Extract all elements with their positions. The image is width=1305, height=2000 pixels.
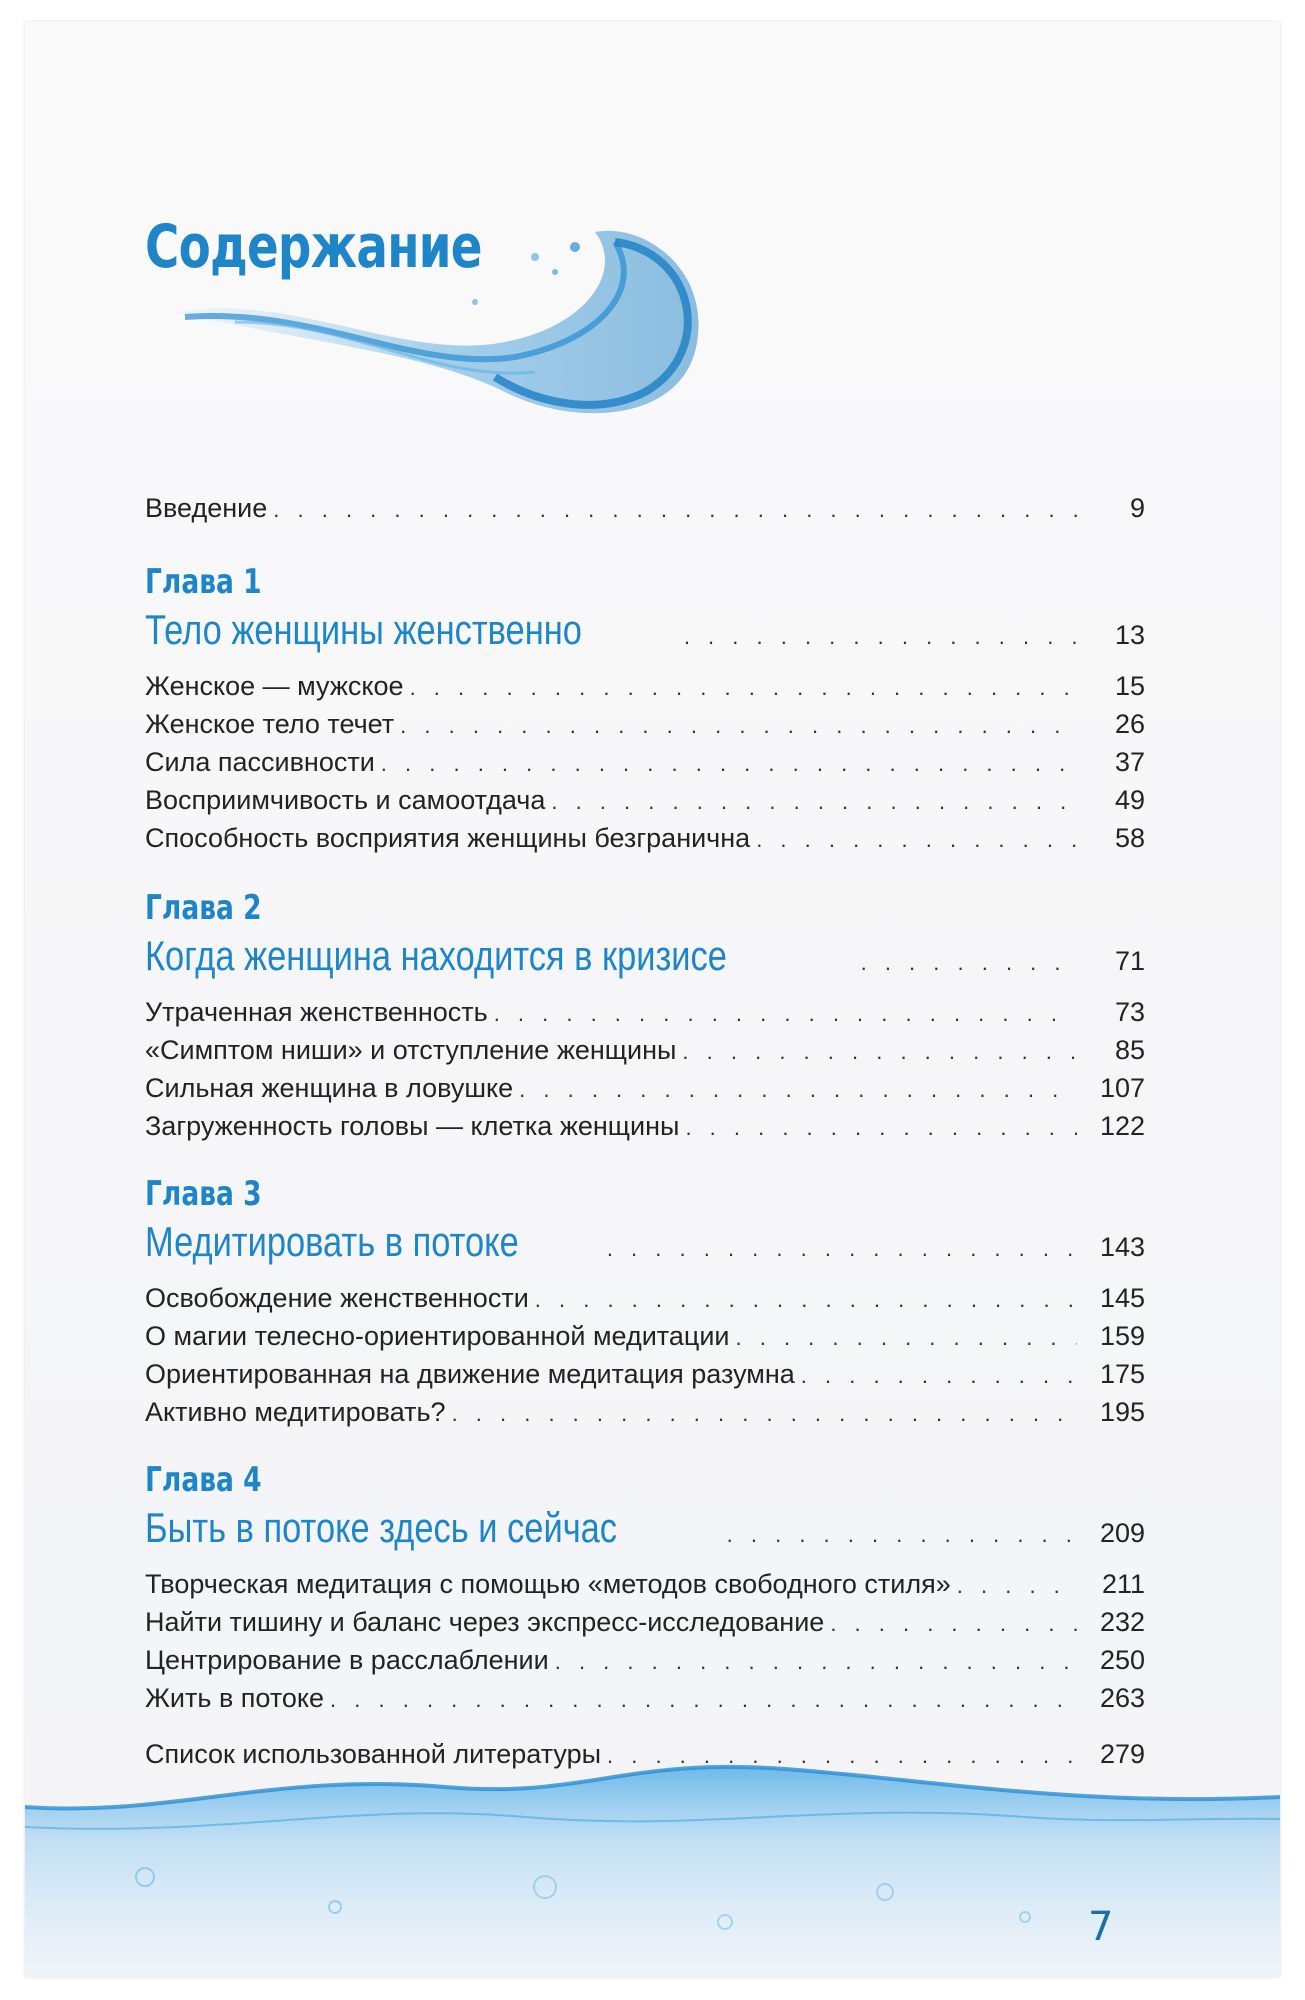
- toc-entry-label: Восприимчивость и самоотдача: [145, 785, 546, 815]
- toc-entry-label: Сила пассивности: [145, 747, 375, 777]
- toc-entry-label: Список использованной литературы: [145, 1739, 601, 1769]
- dot-leader: [551, 786, 1077, 818]
- toc-page-number: 195: [1099, 1397, 1145, 1427]
- toc-page-number: 73: [1114, 997, 1145, 1027]
- toc-page-number: 49: [1114, 785, 1145, 815]
- toc-page-number: 122: [1099, 1111, 1145, 1141]
- toc-page-number: 37: [1114, 747, 1145, 777]
- chapter-title: Тело женщины женственно: [145, 606, 582, 653]
- toc-section[interactable]: [145, 1110, 1145, 1144]
- dot-leader: [381, 748, 1077, 780]
- toc-page-number: 209: [1099, 1518, 1145, 1548]
- chapter-heading: Глава 1: [145, 562, 262, 602]
- dot-leader: [607, 1233, 1077, 1265]
- toc-page-number: 107: [1099, 1073, 1145, 1103]
- toc-entry-label: Введение: [145, 493, 268, 523]
- toc-entry-label: Сильная женщина в ловушке: [145, 1073, 514, 1103]
- toc-entry-label: Способность восприятия женщины безгранична: [145, 823, 751, 853]
- dot-leader: [727, 1519, 1077, 1551]
- page-title: Содержание: [145, 212, 482, 282]
- toc-section[interactable]: [145, 1282, 1145, 1316]
- toc-section[interactable]: [145, 1606, 1145, 1640]
- toc-section[interactable]: [145, 1034, 1145, 1068]
- toc-intro[interactable]: [145, 492, 1145, 526]
- toc-page-number: 85: [1114, 1035, 1145, 1065]
- toc-section[interactable]: [145, 1644, 1145, 1678]
- toc-page-number: 175: [1099, 1359, 1145, 1389]
- toc-entry-label: Женское — мужское: [145, 671, 404, 701]
- dot-leader: [830, 1608, 1077, 1640]
- toc-entry-label: Освобождение женственности: [145, 1283, 529, 1313]
- dot-leader: [861, 947, 1077, 979]
- toc-page-number: 15: [1114, 671, 1145, 701]
- toc-entry-label: Утраченная женственность: [145, 997, 488, 1027]
- chapter-heading: Глава 4: [145, 1460, 262, 1500]
- toc-entry-label: Жить в потоке: [145, 1683, 325, 1713]
- chapter-title: Когда женщина находится в кризисе: [145, 932, 727, 979]
- book-page: [25, 22, 1280, 1977]
- toc-page-number: 250: [1099, 1645, 1145, 1675]
- toc-chapter-title[interactable]: [145, 932, 1145, 979]
- dot-leader: [957, 1570, 1077, 1602]
- toc-entry-label: Творческая медитация с помощью «методов свободного стиля»: [145, 1569, 951, 1599]
- toc-page-number: 9: [1129, 493, 1145, 523]
- toc-section[interactable]: [145, 822, 1145, 856]
- toc-page-number: 211: [1101, 1569, 1145, 1599]
- toc-page-number: 159: [1099, 1321, 1145, 1351]
- chapter-heading: Глава 3: [145, 1174, 262, 1214]
- toc-chapter-title[interactable]: [145, 1504, 1145, 1551]
- dot-leader: [736, 1322, 1078, 1354]
- chapter-heading: Глава 2: [145, 888, 262, 928]
- toc-section[interactable]: [145, 1072, 1145, 1106]
- toc-entry-label: Женское тело течет: [145, 709, 395, 739]
- dot-leader: [410, 672, 1077, 704]
- toc-section[interactable]: [145, 784, 1145, 818]
- dot-leader: [555, 1646, 1077, 1678]
- chapter-title: Медитировать в потоке: [145, 1218, 519, 1265]
- toc-entry-label: Центрирование в расслаблении: [145, 1645, 549, 1675]
- dot-leader: [756, 824, 1077, 856]
- toc-entry-label: О магии телесно-ориентированной медитации: [145, 1321, 730, 1351]
- dot-leader: [519, 1074, 1077, 1106]
- toc-entry-label: Активно медитировать?: [145, 1397, 446, 1427]
- dot-leader: [535, 1284, 1077, 1316]
- toc-entry-label: Ориентированная на движение медитация разумна: [145, 1359, 795, 1389]
- toc-section[interactable]: [145, 670, 1145, 704]
- toc-page-number: 263: [1099, 1683, 1145, 1713]
- toc-entry-label: «Симптом ниши» и отступление женщины: [145, 1035, 677, 1065]
- dot-leader: [452, 1398, 1077, 1430]
- toc-section[interactable]: [145, 1320, 1145, 1354]
- toc-section[interactable]: [145, 1396, 1145, 1430]
- toc-chapter-title[interactable]: [145, 606, 1145, 653]
- toc-page-number: 13: [1114, 620, 1145, 650]
- toc-section[interactable]: [145, 1358, 1145, 1392]
- toc-page-number: 145: [1099, 1283, 1145, 1313]
- dot-leader: [685, 1112, 1077, 1144]
- dot-leader: [801, 1360, 1077, 1392]
- dot-leader: [682, 1036, 1077, 1068]
- dot-leader: [684, 621, 1077, 653]
- toc-section[interactable]: [145, 1568, 1145, 1602]
- toc-section[interactable]: [145, 996, 1145, 1030]
- page-number: 7: [1088, 1904, 1114, 1950]
- dot-leader: [494, 998, 1077, 1030]
- toc-page-number: 232: [1099, 1607, 1145, 1637]
- toc-page-number: 143: [1099, 1232, 1145, 1262]
- toc-section[interactable]: [145, 746, 1145, 780]
- toc-page-number: 71: [1114, 946, 1145, 976]
- toc-page-number: 58: [1114, 823, 1145, 853]
- chapter-title: Быть в потоке здесь и сейчас: [145, 1504, 618, 1551]
- dot-leader: [273, 494, 1077, 526]
- toc-page-number: 26: [1114, 709, 1145, 739]
- toc-page-number: 279: [1099, 1739, 1145, 1769]
- toc-entry-label: Найти тишину и баланс через экспресс-исследование: [145, 1607, 825, 1637]
- dot-leader: [400, 710, 1077, 742]
- toc-chapter-title[interactable]: [145, 1218, 1145, 1265]
- toc-entry-label: Загруженность головы — клетка женщины: [145, 1111, 680, 1141]
- toc-section[interactable]: [145, 708, 1145, 742]
